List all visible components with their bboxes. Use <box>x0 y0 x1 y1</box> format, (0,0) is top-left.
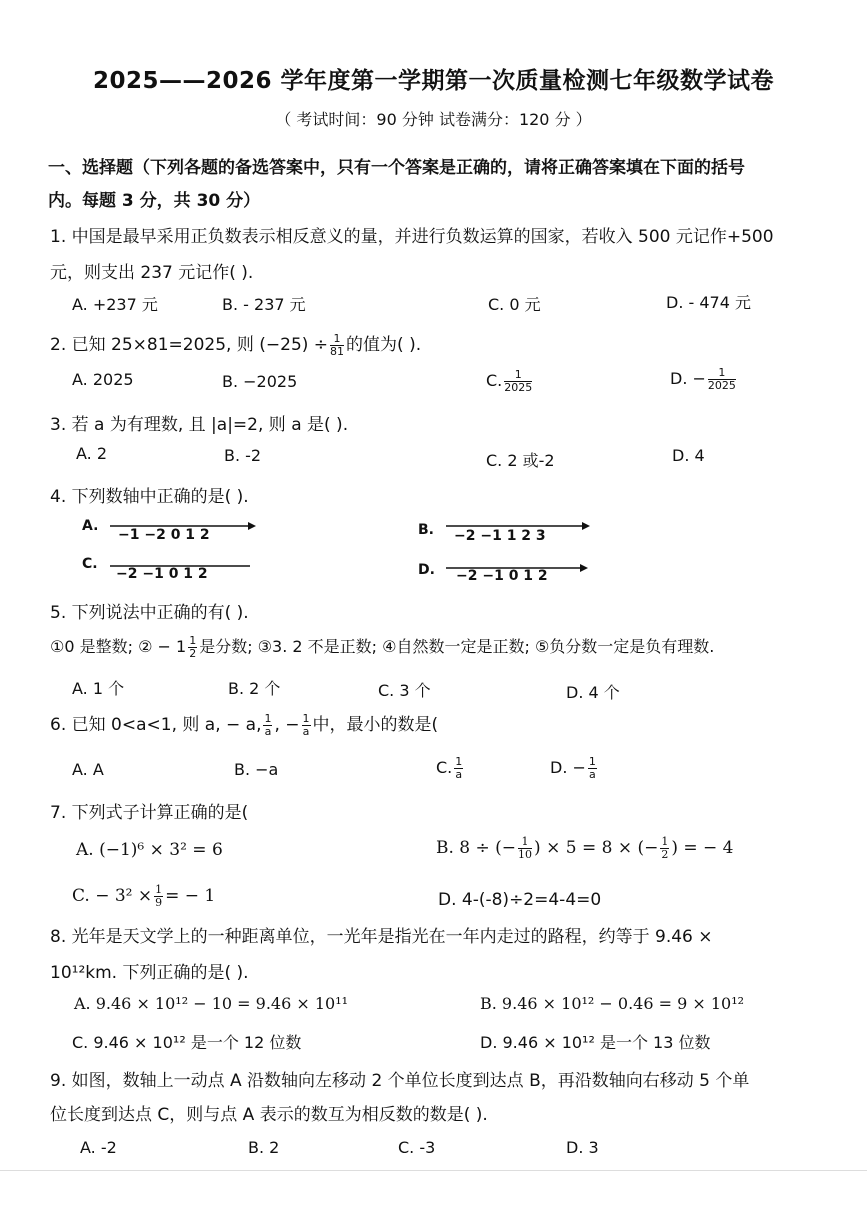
q8-option-d: D. 9.46 × 10¹² 是一个 13 位数 <box>480 1033 711 1052</box>
q5-option-b: B. 2 个 <box>228 679 281 698</box>
q5-option-c: C. 3 个 <box>378 681 431 700</box>
q7-option-a: A. (−1)⁶ × 3² = 6 <box>76 840 223 860</box>
page-bottom-rule <box>0 1170 867 1171</box>
section-heading-line2: 内。每题 3 分，共 30 分） <box>48 191 261 211</box>
q7-option-d: D. 4-(-8)÷2=4-4=0 <box>438 890 602 910</box>
q8-option-a: A. 9.46 × 10¹² − 10 = 9.46 × 10¹¹ <box>74 994 349 1013</box>
q5-option-d: D. 4 个 <box>566 683 620 702</box>
q1-option-b: B. - 237 元 <box>222 295 306 314</box>
exam-subtitle: （ 考试时间：90 分钟 试卷满分：120 分 ） <box>275 110 592 129</box>
q3-option-b: B. -2 <box>224 446 262 465</box>
q4-option-b-label: B. <box>418 522 434 538</box>
q1-option-d: D. - 474 元 <box>666 293 751 312</box>
q2-option-d: D. − $\frac{1}{2025}$ <box>670 366 736 392</box>
q9-option-c: C. -3 <box>398 1138 436 1157</box>
q9-option-b: B. 2 <box>248 1138 280 1157</box>
q1-stem-line1: 1. 中国是最早采用正负数表示相反意义的量，并进行负数运算的国家，若收入 500 元记作+500 <box>50 227 774 247</box>
q4-ticks-b: −2 −1 1 2 3 <box>454 528 546 544</box>
q3-option-c: C. 2 或-2 <box>486 451 555 470</box>
q2-stem-post: 的值为( ). <box>346 335 422 355</box>
q5-option-a: A. 1 个 <box>72 679 125 698</box>
q3-option-a: A. 2 <box>76 444 108 463</box>
q4-ticks-c: −2 −1 0 1 2 <box>116 566 208 582</box>
section-heading-line1: 一、选择题（下列各题的备选答案中，只有一个答案是正确的，请将正确答案填在下面的括号 <box>48 158 745 178</box>
q1-option-c: C. 0 元 <box>488 295 541 314</box>
q4-option-c-label: C. <box>82 556 98 572</box>
q4-ticks-d: −2 −1 0 1 2 <box>456 568 548 584</box>
q6-option-b: B. −a <box>234 760 279 779</box>
q9-option-d: D. 3 <box>566 1138 599 1157</box>
q5-stem: 5. 下列说法中正确的有( ). <box>50 603 249 623</box>
q7-stem: 7. 下列式子计算正确的是( <box>50 803 249 823</box>
q3-stem: 3. 若 a 为有理数, 且 |a|=2, 则 a 是( ). <box>50 415 349 435</box>
q4-option-d-label: D. <box>418 562 435 578</box>
q5-statements: ①0 是整数; ② − 1 $\frac{1}{2}$ 是分数; ③3. 2 不是正数; ④自然数一定是正数; ⑤负分数一定是负有理数. <box>50 634 715 660</box>
q6-option-d: D. − $\frac{1}{a}$ <box>550 755 596 781</box>
q4-stem: 4. 下列数轴中正确的是( ). <box>50 487 249 507</box>
q1-stem-line2: 元，则支出 237 元记作( ). <box>50 263 254 283</box>
q3-option-d: D. 4 <box>672 446 705 465</box>
q4-ticks-a: −1 −2 0 1 2 <box>118 527 210 543</box>
q8-option-c: C. 9.46 × 10¹² 是一个 12 位数 <box>72 1033 302 1052</box>
q7-option-b: B. 8 ÷ (− $\frac{1}{10}$ ) × 5 = 8 × (− $\frac{1}{2}$ ) = − 4 <box>436 835 734 861</box>
q2-fraction: $\frac{1}{81}$ <box>330 331 345 358</box>
q2-stem-pre: 2. 已知 25×81=2025, 则 (−25) ÷ <box>50 335 329 355</box>
q8-stem-line2: 10¹²km. 下列正确的是( ). <box>50 963 249 983</box>
q2-option-a: A. 2025 <box>72 370 134 389</box>
exam-title: 2025——2026 学年度第一学期第一次质量检测七年级数学试卷 <box>92 68 775 94</box>
q7-option-c: C. − 3² × $\frac{1}{9}$ = − 1 <box>72 883 216 909</box>
q9-stem-line2: 位长度到达点 C，则与点 A 表示的数互为相反数的数是( ). <box>50 1105 488 1125</box>
q2-option-c: C. $\frac{1}{2025}$ <box>486 368 533 394</box>
q9-option-a: A. -2 <box>80 1138 117 1157</box>
q9-stem-line1: 9. 如图，数轴上一动点 A 沿数轴向左移动 2 个单位长度到达点 B，再沿数轴向右移动 5 个单 <box>50 1071 750 1091</box>
q6-stem: 6. 已知 0<a<1, 则 a, − a, $\frac{1}{a}$ , − $\frac{1}{a}$ 中，最小的数是( <box>50 711 439 738</box>
q2-stem <box>50 330 421 358</box>
q6-option-a: A. A <box>72 760 104 779</box>
q1-option-a: A. +237 元 <box>72 295 158 314</box>
q4-option-a-label: A. <box>82 518 99 534</box>
q6-option-c: C. $\frac{1}{a}$ <box>436 755 463 781</box>
q8-stem-line1: 8. 光年是天文学上的一种距离单位，一光年是指光在一年内走过的路程，约等于 9.46 × <box>50 927 713 947</box>
q8-option-b: B. 9.46 × 10¹² − 0.46 = 9 × 10¹² <box>480 994 745 1013</box>
q2-option-b: B. −2025 <box>222 372 298 391</box>
